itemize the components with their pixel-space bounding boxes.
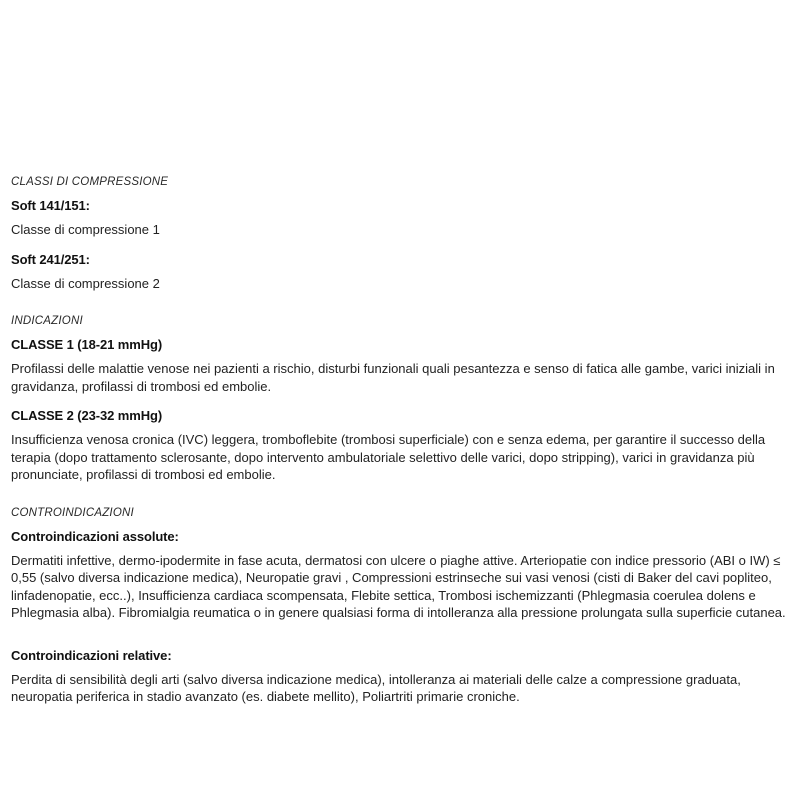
class-2-label: CLASSE 2 (23-32 mmHg) [11,408,163,423]
absolute-contraindications-text: Dermatiti infettive, dermo-ipodermite in fase acuta, dermatosi con ulcere o piaghe attive. Arteriopatie con indice pressorio (ABI o IW) ≤ 0,55 (salvo diversa indicazione medica), Neuropatie gravi , Compressioni estrinseche sui vasi venosi (cisti di Baker del cavi popliteo, linfadenopatie, ecc..), Insufficienza cardiaca scompensata, Flebite settica, Trombosi ischemizzanti (Phlegmasia coerulea dolens e Phlegmasia alba). Fibromialgia reumatica o in genere qualsiasi forma di intolleranza alla pressione prolungata sulla superficie cutanea. [11,552,786,620]
section-compression-classes [11,176,789,292]
class-1-label: CLASSE 1 (18-21 mmHg) [11,337,163,352]
class-1-indications-text: Profilassi delle malattie venose nei pazienti a rischio, disturbi funzionali quali pesantezza e senso di fatica alle gambe, varici iniziali in gravidanza, profilassi di trombosi ed embolie. [11,361,775,394]
product-class-label-soft-141-151: Soft 141/151: [11,198,90,213]
relative-contraindications-label: Controindicazioni relative: [11,647,172,663]
relative-contraindications-text: Perdita di sensibilità degli arti (salvo diversa indicazione medica), intolleranza ai materiali delle calze a compressione graduata, neuropatia periferica in stadio avanzato (es. diabete mellito), Poliartriti primarie croniche. [11,671,741,704]
contraindications-heading: CONTROINDICAZIONI [11,506,134,519]
product-class-value-soft-141-151: Classe di compressione 1 [11,222,160,237]
product-class-value-soft-241-251: Classe di compressione 2 [11,275,160,291]
section-indications [11,315,789,484]
section-contraindications [11,507,789,706]
product-class-label-soft-241-251: Soft 241/251: [11,251,90,267]
class-2-indications-text: Insufficienza venosa cronica (IVC) leggera, tromboflebite (trombosi superficiale) con e senza edema, per garantire il successo della terapia (dopo trattamento sclerosante, dopo intervento ambulatoriale selettivo delle varici, dopo stripping), varici in gravidanza più pronunciate, profilassi di trombosi ed embolie. [11,432,766,482]
indications-heading: INDICAZIONI [11,315,83,327]
absolute-contraindications-label: Controindicazioni assolute: [11,528,179,544]
compression-classes-heading: CLASSI DI COMPRESSIONE [11,176,169,188]
